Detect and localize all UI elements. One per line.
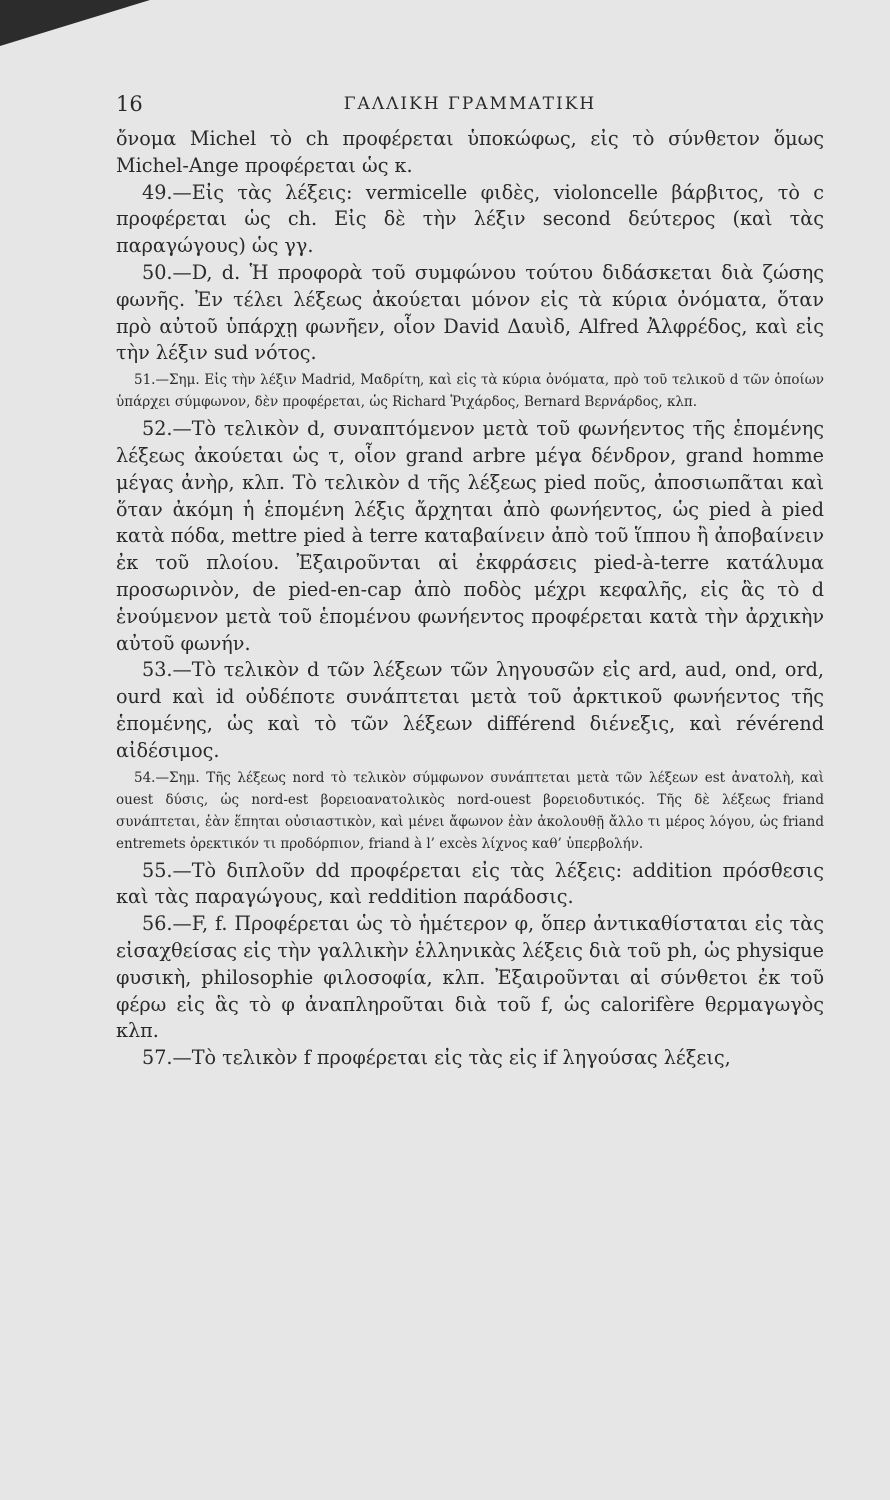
paragraph-53: 53.—Τὸ τελικὸν d τῶν λέξεων τῶν ληγουσῶν εἰς ard, aud, ond, ord, ourd καὶ id οὐδέποτε συνάπτεται μετὰ τοῦ ἀρκτικοῦ φωνήεντος τῆς ἑπομένης, ὡς καὶ τὸ τῶν λέξεων différend διένεξις, καὶ révérend αἰδέσιμος. [116,658,824,762]
paragraph-continuation: ὄνομα Michel τὸ ch προφέρεται ὑποκώφως, εἰς τὸ σύνθετον ὅμως Michel-Ange προφέρεται ὡς κ. [116,127,824,177]
book-page [116,92,824,1072]
running-title: ΓΑΛΛΙΚΗ ΓΡΑΜΜΑΤΙΚΗ [343,94,597,114]
note-51: 51.—Σημ. Εἰς τὴν λέξιν Madrid, Μαδρίτη, καὶ εἰς τὰ κύρια ὀνόματα, πρὸ τοῦ τελικοῦ d τῶν ὁποίων ὑπάρχει σύμφωνον, δὲν προφέρεται, ὡς Richard Ῥιχάρδος, Bernard Βερνάρδος, κλπ. [116,372,824,411]
paragraph-55: 55.—Τὸ διπλοῦν dd προφέρεται εἰς τὰς λέξεις: addition πρόσθεσις καὶ τὰς παραγώγους, καὶ reddition παράδοσις. [116,858,824,909]
page-header [116,92,824,126]
page-number: 16 [116,92,143,116]
paragraph-52: 52.—Τὸ τελικὸν d, συναπτόμενον μετὰ τοῦ φωνήεντος τῆς ἑπομένης λέξεως ἀκούεται ὡς τ, οἷον grand arbre μέγα δένδρον, grand homme μέγας ἀνὴρ, κλπ. Τὸ τελικὸν d τῆς λέξεως pied ποῦς, ἀποσιωπᾶται καὶ ὅταν ἀκόμη ἡ ἑπομένη λέξις ἄρχηται ἀπὸ φωνήεντος, ὡς pied à pied κατὰ πόδα, mettre pied à terre καταβαίνειν ἀπὸ τοῦ ἵππου ἢ ἀποβαίνειν ἐκ τοῦ πλοίου. Ἐξαιροῦνται αἱ ἐκφράσεις pied-à-terre κατάλυμα προσωρινὸν, de pied-en-cap ἀπὸ ποδὸς μέχρι κεφαλῆς, εἰς ἃς τὸ d ἑνούμενον μετὰ τοῦ ἑπομένου φωνήεντος προφέρεται κατὰ τὴν ἀρχικὴν αὐτοῦ φωνήν. [116,417,824,655]
note-54: 54.—Σημ. Τῆς λέξεως nord τὸ τελικὸν σύμφωνον συνάπτεται μετὰ τῶν λέξεων est ἀνατολὴ, καὶ ouest δύσις, ὡς nord-est βορειοανατολικὸς nord-ouest βορειοδυτικός. Τῆς δὲ λέξεως friand συνάπτεται, ἐὰν ἕπηται οὐσιαστικὸν, καὶ μένει ἄφωνον ἐὰν ἀκολουθῇ ἄλλο τι μέρος λόγου, ὡς friand entremets ὀρεκτικόν τι προδόρπιον, friand à l’ excès λίχνος καθ’ ὑπερβολήν. [116,769,824,852]
paragraph-56: 56.—F, f. Προφέρεται ὡς τὸ ἡμέτερον φ, ὅπερ ἀντικαθίσταται εἰς τὰς εἰσαχθείσας εἰς τὴν γαλλικὴν ἑλληνικὰς λέξεις διὰ τοῦ ph, ὡς physique φυσικὴ, philosophie φιλοσοφία, κλπ. Ἐξαιροῦνται αἱ σύνθετοι ἐκ τοῦ φέρω εἰς ἃς τὸ φ ἀναπληροῦται διὰ τοῦ f, ὡς calorifère θερμαγωγὸς κλπ. [116,912,824,1043]
page-corner-shadow [0,0,150,46]
paragraph-49: 49.—Εἰς τὰς λέξεις: vermicelle φιδὲς, violoncelle βάρβιτος, τὸ c προφέρεται ὡς ch. Εἰς δὲ τὴν λέξιν second δεύτερος (καὶ τὰς παραγώγους) ὡς γγ. [116,180,824,258]
paragraph-50: 50.—D, d. Ἡ προφορὰ τοῦ συμφώνου τούτου διδάσκεται διὰ ζώσης φωνῆς. Ἐν τέλει λέξεως ἀκούεται μόνον εἰς τὰ κύρια ὀνόματα, ὅταν πρὸ αὐτοῦ ὑπάρχῃ φωνῆεν, οἷον David Δαυὶδ, Alfred Ἀλφρέδος, καὶ εἰς τὴν λέξιν sud νότος. [116,260,824,365]
paragraph-57: 57.—Τὸ τελικὸν f προφέρεται εἰς τὰς εἰς if ληγούσας λέξεις, [142,1046,731,1070]
